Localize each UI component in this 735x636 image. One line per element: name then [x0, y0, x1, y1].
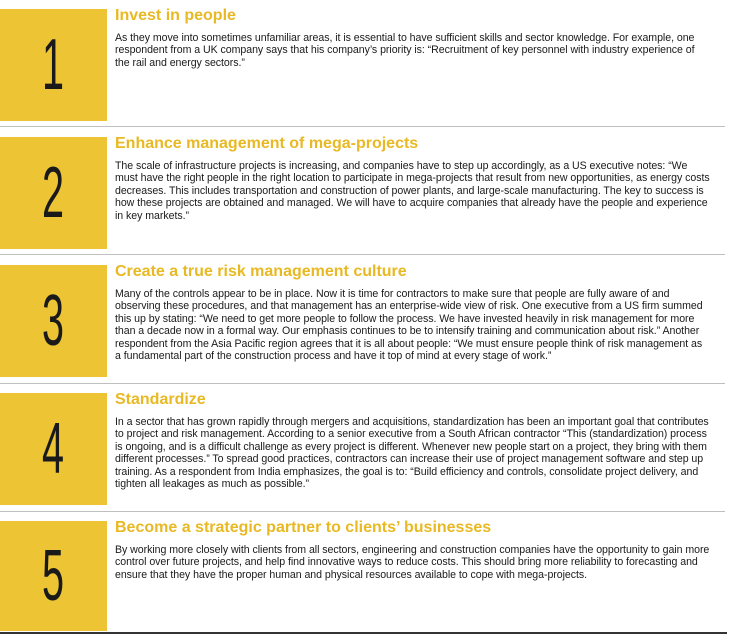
section-body: The scale of infrastructure projects is increasing, and companies have to step up accordingly, as a US executive notes: “We must have the right people in the right location to participate in mega-projects that result from new opportunities, as energy costs decreases. This includes transportation and construction of power plants, and large-scale manufacturing. The key to success is how these projects are obtained and managed. We will have to acquire companies that already have the people and experience in key markets.” — [115, 160, 710, 222]
section-body: Many of the controls appear to be in place. Now it is time for contractors to make sure that people are fully aware of and observing these procedures, and that management has an enterprise-wide view of risk. One executive from a US firm summed this up by stating: “We need to get more people to follow the process. We have invested heavily in risk management for more than a decade now in a formal way. Our emphasis continues to be to intensify training and communication about risk.” Another respondent from the Asia Pacific region agrees that it is all about people: “We must ensure people think of risk management as a fundamental part of the construction process and have it top of mind at every stage of work.” — [115, 288, 703, 363]
number-box — [0, 265, 107, 377]
divider — [0, 511, 725, 512]
bottom-rule — [0, 632, 727, 634]
section-body: In a sector that has grown rapidly through mergers and acquisitions, standardization has been an important goal that contributes to project and risk management. According to a senior executive from a South African contractor “This (standardization) process is ongoing, and is a difficult challenge as every project is different. Whenever new people start on a project, they bring with them different processes.” To spread good practices, contractors can increase their use of project management software and step up training. As a respondent from India emphasizes, the goal is to: “Build efficiency and controls, consolidate project delivery, and tighten all leakages as much as possible.” — [115, 416, 709, 491]
divider — [0, 383, 725, 384]
divider — [0, 126, 725, 127]
section-heading: Create a true risk management culture — [115, 263, 407, 280]
number-box — [0, 137, 107, 249]
section-heading: Invest in people — [115, 7, 236, 24]
number-box — [0, 9, 107, 121]
section-heading: Become a strategic partner to clients’ businesses — [115, 519, 492, 536]
section-number: 4 — [42, 409, 65, 489]
section-number: 5 — [42, 536, 65, 616]
section-heading: Standardize — [115, 391, 206, 408]
divider — [0, 254, 725, 255]
section-number: 1 — [42, 25, 65, 105]
number-box — [0, 393, 107, 505]
section-body: As they move into sometimes unfamiliar areas, it is essential to have sufficient skills and sector knowledge. For example, one respondent from a UK company says that his company’s priority is: “Recruitment of key personnel with industry experience of the rail and energy sectors.” — [115, 32, 695, 69]
number-box — [0, 521, 107, 631]
section-number: 3 — [42, 281, 65, 361]
section-number: 2 — [42, 153, 65, 233]
section-body: By working more closely with clients from all sectors, engineering and construction companies have the opportunity to gain more control over future projects, and help find innovative ways to reduce costs. This should bring more reliability to forecasting and ensure that they have the proper human and physical resources available to cope with mega-projects. — [115, 544, 710, 581]
section-heading: Enhance management of mega-projects — [115, 135, 419, 152]
